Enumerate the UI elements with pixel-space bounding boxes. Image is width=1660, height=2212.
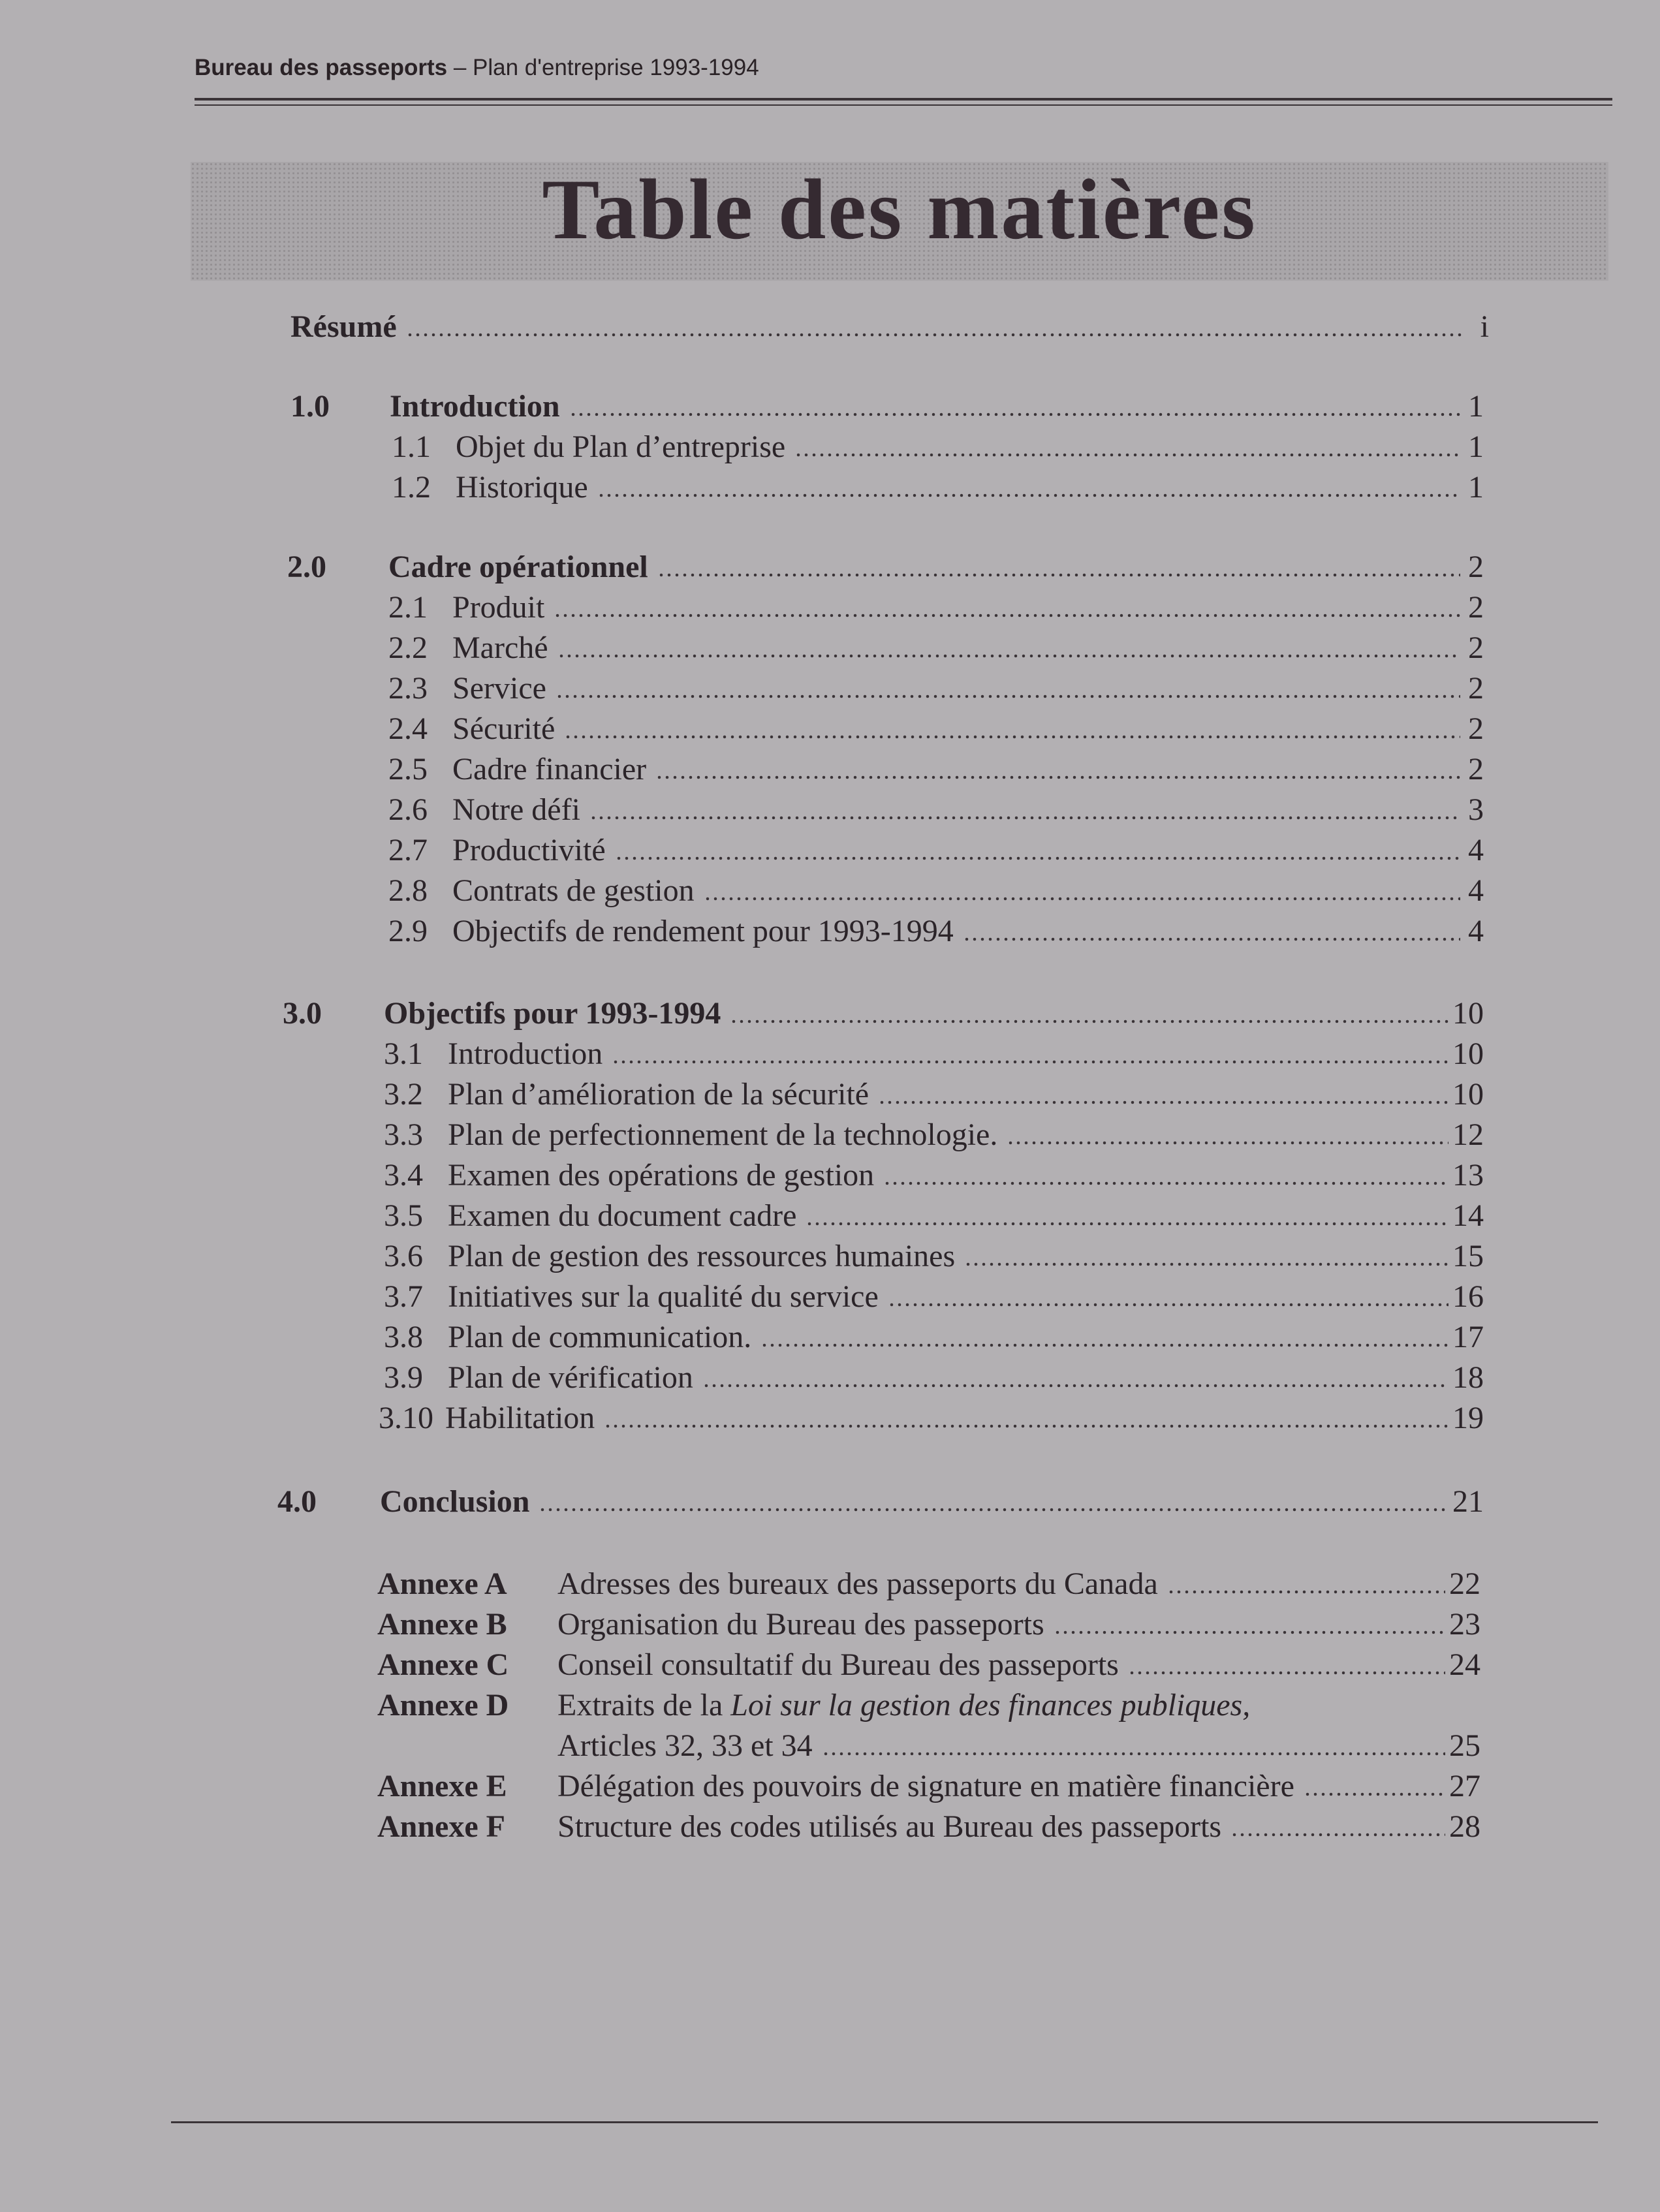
toc-title: Structure des codes utilisés au Bureau des passeports	[557, 1809, 1222, 1844]
toc-page: 1	[1468, 389, 1484, 424]
dot-leader	[806, 1221, 1449, 1227]
toc-page: 28	[1449, 1809, 1480, 1844]
toc-entry-3-10	[379, 1399, 1484, 1437]
dot-leader	[597, 492, 1460, 499]
toc-entry-annexe-f	[377, 1808, 1480, 1846]
toc-entry-1-1	[392, 428, 1484, 466]
toc-page: 22	[1449, 1566, 1480, 1601]
toc-title: Marché	[452, 631, 548, 665]
toc-entry-2-6	[388, 791, 1484, 829]
toc-page: 2	[1468, 711, 1484, 746]
dot-leader	[1230, 1831, 1445, 1838]
toc-title: Plan de communication.	[448, 1320, 752, 1354]
toc-number: 3.10	[379, 1401, 433, 1435]
toc-page: 2	[1468, 671, 1484, 706]
toc-number: Annexe B	[377, 1607, 507, 1642]
toc-title: Conseil consultatif du Bureau des passeports	[557, 1647, 1119, 1682]
dot-leader	[539, 1506, 1449, 1513]
toc-page: 14	[1452, 1198, 1484, 1233]
toc-page: 4	[1468, 914, 1484, 948]
header-org: Bureau des passeports	[195, 55, 448, 80]
dot-leader	[704, 896, 1460, 902]
toc-title: Objectifs de rendement pour 1993-1994	[452, 914, 954, 948]
toc-entry-4-0	[277, 1483, 1484, 1521]
toc-entry-annexe-c	[377, 1646, 1480, 1684]
toc-number: 3.9	[384, 1360, 423, 1395]
toc-entry-annexe-d-cont	[557, 1727, 1480, 1765]
dot-leader	[557, 653, 1460, 659]
toc-page: 2	[1468, 631, 1484, 665]
toc-title: Examen du document cadre	[448, 1198, 797, 1233]
toc-entry-3-5	[384, 1197, 1484, 1235]
dot-leader	[655, 774, 1460, 781]
toc-entry-3-8	[384, 1318, 1484, 1356]
toc-title: Extraits de la	[557, 1688, 731, 1722]
toc-title: Productivité	[452, 833, 606, 867]
toc-page: 10	[1452, 996, 1484, 1031]
toc-number: Annexe E	[377, 1769, 507, 1803]
dot-leader	[615, 855, 1460, 862]
toc-number: 3.6	[384, 1239, 423, 1273]
toc-entry-3-3	[384, 1116, 1484, 1154]
toc-entry-2-5	[388, 751, 1484, 788]
toc-number: 4.0	[277, 1484, 317, 1519]
toc-page: 1	[1468, 470, 1484, 505]
dot-leader	[589, 815, 1460, 821]
toc-title: Notre défi	[452, 792, 580, 827]
dot-leader	[822, 1751, 1445, 1757]
toc-entry-annexe-d	[377, 1687, 1250, 1724]
dot-leader	[702, 1382, 1449, 1389]
toc-entry-2-0	[287, 548, 1484, 586]
toc-number: 1.2	[392, 470, 431, 505]
toc-entry-3-9	[384, 1359, 1484, 1397]
toc-page: 10	[1452, 1036, 1484, 1071]
footer-rule	[171, 2121, 1598, 2123]
toc-page: 19	[1452, 1401, 1484, 1435]
dot-leader	[1007, 1140, 1449, 1146]
toc-entry-2-2	[388, 629, 1484, 667]
toc-number: 3.8	[384, 1320, 423, 1354]
toc-title: Délégation des pouvoirs de signature en matière financière	[557, 1769, 1294, 1803]
toc-title: Initiatives sur la qualité du service	[448, 1279, 879, 1314]
toc-entry-annexe-e	[377, 1768, 1480, 1805]
dot-leader	[1128, 1670, 1445, 1676]
dot-leader	[760, 1342, 1449, 1348]
toc-page: 3	[1468, 792, 1484, 827]
toc-title: Plan de gestion des ressources humaines	[448, 1239, 956, 1273]
toc-entry-2-9	[388, 912, 1484, 950]
toc-title: Objet du Plan d’entreprise	[456, 429, 786, 464]
toc-entry-3-0	[283, 995, 1484, 1033]
toc-number: Annexe C	[377, 1647, 509, 1682]
toc-page: 2	[1468, 752, 1484, 787]
toc-page: i	[1480, 309, 1489, 344]
toc-number: 1.0	[290, 389, 330, 424]
toc-page: 12	[1452, 1117, 1484, 1152]
header-rule-thin	[195, 104, 1612, 106]
toc-title: Plan d’amélioration de la sécurité	[448, 1077, 869, 1112]
toc-number: 2.3	[388, 671, 428, 706]
toc-page: 23	[1449, 1607, 1480, 1642]
dot-leader	[883, 1180, 1449, 1187]
dot-leader	[554, 612, 1460, 619]
toc-number: 2.0	[287, 550, 326, 584]
dot-leader	[964, 1261, 1449, 1268]
dot-leader	[406, 332, 1465, 338]
toc-title: Contrats de gestion	[452, 873, 695, 908]
dot-leader	[569, 411, 1460, 418]
dot-leader	[657, 572, 1460, 578]
toc-title: Plan de vérification	[448, 1360, 693, 1395]
dot-leader	[1304, 1791, 1445, 1798]
toc-page: 25	[1449, 1728, 1480, 1763]
toc-page: 24	[1449, 1647, 1480, 1682]
toc-entry-2-4	[388, 710, 1484, 748]
toc-entry-2-8	[388, 872, 1484, 910]
toc-number: 3.1	[384, 1036, 423, 1071]
page-title: Table des matières	[542, 161, 1257, 257]
toc-number: 2.6	[388, 792, 428, 827]
toc-entry-2-3	[388, 670, 1484, 708]
toc-number: 2.5	[388, 752, 428, 787]
header-doc: Plan d'entreprise 1993-1994	[473, 55, 759, 80]
toc-number: 3.4	[384, 1158, 423, 1192]
toc-title: Conclusion	[380, 1484, 530, 1519]
toc-number: 3.5	[384, 1198, 423, 1233]
toc-entry-3-6	[384, 1238, 1484, 1275]
toc-title: Introduction	[390, 389, 560, 424]
dot-leader	[888, 1301, 1449, 1308]
toc-number: Annexe A	[377, 1566, 507, 1601]
dot-leader	[730, 1018, 1449, 1025]
toc-page: 4	[1468, 873, 1484, 908]
toc-page: 15	[1452, 1239, 1484, 1273]
toc-page: 16	[1452, 1279, 1484, 1314]
toc-title: Adresses des bureaux des passeports du Canada	[557, 1566, 1158, 1601]
toc-title: Plan de perfectionnement de la technologie.	[448, 1117, 998, 1152]
running-header	[195, 55, 759, 81]
toc-number: 3.3	[384, 1117, 423, 1152]
toc-number: Annexe F	[377, 1809, 505, 1844]
dot-leader	[564, 734, 1460, 740]
toc-title: Cadre opérationnel	[388, 550, 648, 584]
toc-number: 2.8	[388, 873, 428, 908]
toc-title: Sécurité	[452, 711, 556, 746]
toc-number: 2.7	[388, 833, 428, 867]
toc-entry-resume	[290, 308, 1489, 346]
dot-leader	[604, 1423, 1449, 1429]
toc-entry-3-1	[384, 1035, 1484, 1073]
toc-page: 13	[1452, 1158, 1484, 1192]
toc-entry-1-2	[392, 469, 1484, 506]
toc-number: 2.2	[388, 631, 428, 665]
toc-entry-2-7	[388, 832, 1484, 869]
toc-title: Examen des opérations de gestion	[448, 1158, 875, 1192]
dot-leader	[963, 936, 1460, 942]
toc-title: Organisation du Bureau des passeports	[557, 1607, 1044, 1642]
toc-number: 2.4	[388, 711, 428, 746]
dot-leader	[794, 452, 1460, 458]
header-separator: –	[453, 55, 467, 80]
toc-title: Historique	[456, 470, 588, 505]
dot-leader	[612, 1059, 1449, 1065]
toc-page: 4	[1468, 833, 1484, 867]
toc-number: 3.2	[384, 1077, 423, 1112]
toc-title: Résumé	[290, 309, 397, 344]
toc-title: Objectifs pour 1993-1994	[384, 996, 721, 1031]
toc-number: 3.0	[283, 996, 322, 1031]
toc-entry-annexe-b	[377, 1606, 1480, 1643]
toc-title: Habilitation	[445, 1401, 595, 1435]
dot-leader	[1054, 1629, 1445, 1636]
toc-number: 2.1	[388, 590, 428, 625]
dot-leader	[556, 693, 1460, 700]
toc-title: Cadre financier	[452, 752, 647, 787]
toc-entry-3-2	[384, 1076, 1484, 1114]
toc-page: 27	[1449, 1769, 1480, 1803]
toc-entry-annexe-a	[377, 1565, 1480, 1603]
toc-number: Annexe D	[377, 1688, 509, 1722]
dot-leader	[1167, 1589, 1445, 1595]
toc-title: Articles 32, 33 et 34	[557, 1728, 813, 1763]
toc-page: 1	[1468, 429, 1484, 464]
toc-page: 21	[1452, 1484, 1484, 1519]
toc-page: 10	[1452, 1077, 1484, 1112]
toc-title: Introduction	[448, 1036, 603, 1071]
toc-entry-1-0	[290, 388, 1484, 426]
toc-title: Service	[452, 671, 546, 706]
toc-entry-2-1	[388, 589, 1484, 627]
toc-number: 2.9	[388, 914, 428, 948]
toc-title-italic: Loi sur la gestion des finances publiques,	[730, 1688, 1251, 1722]
toc-title: Produit	[452, 590, 545, 625]
toc-number: 1.1	[392, 429, 431, 464]
dot-leader	[878, 1099, 1449, 1106]
toc-entry-3-7	[384, 1278, 1484, 1316]
toc-page: 2	[1468, 550, 1484, 584]
header-rule	[195, 98, 1612, 101]
toc-entry-3-4	[384, 1157, 1484, 1194]
toc-page: 2	[1468, 590, 1484, 625]
toc-page: 17	[1452, 1320, 1484, 1354]
toc-number: 3.7	[384, 1279, 423, 1314]
toc-page: 18	[1452, 1360, 1484, 1395]
